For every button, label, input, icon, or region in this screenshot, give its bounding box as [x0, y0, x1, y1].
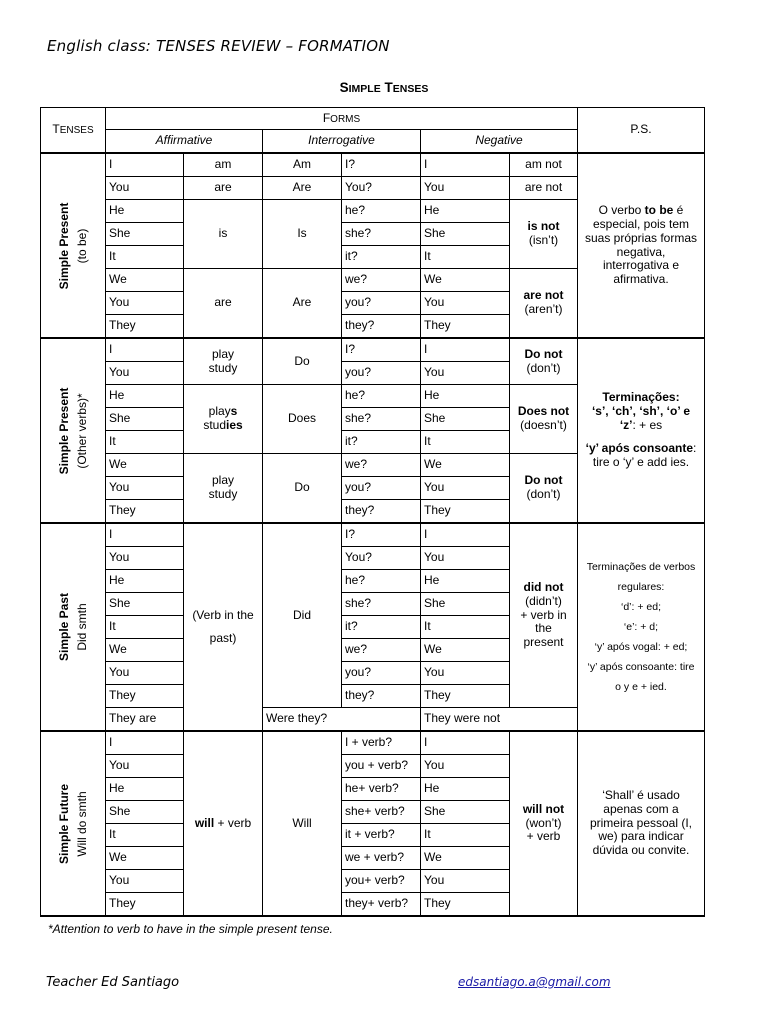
negative-contraction: (didn’t) — [525, 593, 562, 608]
tense-name: Simple Present — [57, 387, 71, 474]
affirmative-form: study — [208, 487, 238, 501]
interrogative-aux-cell: Did — [263, 523, 342, 708]
interrogative-subject-cell: he? — [342, 200, 421, 223]
affirmative-cell: am — [184, 153, 263, 177]
affirmative-cell: is — [184, 200, 263, 269]
interrogative-subject-cell: it? — [342, 616, 421, 639]
subject-cell: They — [106, 685, 184, 708]
negative-subject-cell: I — [421, 523, 510, 547]
ps-text: : — [693, 441, 697, 456]
negative-subject-cell: You — [421, 662, 510, 685]
interrogative-subject-cell: I + verb? — [342, 731, 421, 755]
negative-form: will not — [522, 801, 565, 816]
interrogative-subject-cell: she? — [342, 223, 421, 246]
negative-note: the — [535, 621, 552, 636]
interrogative-subject-cell: I? — [342, 523, 421, 547]
negative-form: did not — [523, 580, 564, 594]
negative-subject-cell: It — [421, 246, 510, 269]
interrogative-subject-cell: they+ verb? — [342, 893, 421, 917]
affirmative-cell — [184, 385, 263, 454]
interrogative-extra-cell: Were they? — [263, 708, 421, 732]
subject-cell: You — [106, 477, 184, 500]
negative-subject-cell: They — [421, 500, 510, 524]
footnote: *Attention to verb to have in the simple present tense. — [48, 922, 333, 936]
negative-subject-cell: We — [421, 269, 510, 292]
interrogative-aux-cell: Do — [263, 338, 342, 385]
subject-cell: I — [106, 153, 184, 177]
subject-cell: She — [106, 801, 184, 824]
interrogative-subject-cell: I? — [342, 153, 421, 177]
negative-contraction: (don’t) — [526, 360, 561, 375]
subject-cell: It — [106, 431, 184, 454]
negative-cell: am not — [510, 153, 578, 177]
subject-cell: We — [106, 454, 184, 477]
negative-subject-cell: They — [421, 315, 510, 339]
affirmative-header: Affirmative — [106, 130, 263, 154]
ps-text: é especial, pois tem suas próprias formas negativa, interrogativa e afirmativa. — [584, 203, 698, 287]
tense-name: Simple Present — [57, 202, 71, 289]
negative-form: is not — [527, 219, 560, 234]
negative-subject-cell: It — [421, 616, 510, 639]
negative-form: Do not — [524, 346, 563, 361]
ps-bold-text: to be — [644, 203, 674, 218]
negative-subject-cell: They — [421, 685, 510, 708]
subject-cell: He — [106, 570, 184, 593]
subject-cell: He — [106, 778, 184, 801]
interrogative-subject-cell: You? — [342, 177, 421, 200]
subject-cell: You — [106, 177, 184, 200]
affirmative-ending: s — [230, 404, 238, 419]
tense-label-present-be — [41, 153, 106, 338]
subject-cell: I — [106, 338, 184, 362]
subject-cell: They — [106, 315, 184, 339]
interrogative-subject-cell: we? — [342, 454, 421, 477]
interrogative-aux-cell: Is — [263, 200, 342, 269]
interrogative-subject-cell: it + verb? — [342, 824, 421, 847]
affirmative-form: play — [211, 473, 234, 488]
forms-header-rest: ORMS — [330, 113, 361, 125]
negative-subject-cell: She — [421, 593, 510, 616]
tense-subtitle: Did smth — [75, 603, 89, 651]
subject-cell: We — [106, 847, 184, 870]
negative-contraction: (isn’t) — [528, 233, 559, 247]
negative-subject-cell: You — [421, 362, 510, 385]
interrogative-subject-cell: we? — [342, 639, 421, 662]
document-header: English class: TENSES REVIEW – FORMATION — [47, 37, 390, 55]
subject-cell: I — [106, 731, 184, 755]
interrogative-aux-cell: Does — [263, 385, 342, 454]
subject-cell: We — [106, 269, 184, 292]
tense-label-future — [41, 731, 106, 916]
negative-subject-cell: We — [421, 639, 510, 662]
tenses-header-initial: T — [52, 122, 60, 137]
interrogative-subject-cell: they? — [342, 685, 421, 708]
title-initial-1: S — [339, 80, 349, 95]
negative-subject-cell: You — [421, 292, 510, 315]
interrogative-subject-cell: you? — [342, 362, 421, 385]
page-title — [0, 80, 768, 95]
subject-cell: They are — [106, 708, 184, 732]
interrogative-aux-cell: Will — [263, 731, 342, 916]
interrogative-subject-cell: it? — [342, 246, 421, 269]
interrogative-subject-cell: you+ verb? — [342, 870, 421, 893]
interrogative-subject-cell: you + verb? — [342, 755, 421, 778]
negative-form: are not — [523, 288, 564, 303]
ps-bold-text: ‘y’ após consoante — [585, 441, 694, 456]
subject-cell: She — [106, 593, 184, 616]
ps-header: P.S. — [578, 108, 705, 154]
negative-note: + verb in — [520, 607, 567, 622]
affirmative-stem: stud — [203, 418, 226, 432]
negative-subject-cell: You — [421, 755, 510, 778]
ps-text: : + es — [632, 417, 663, 432]
subject-cell: He — [106, 200, 184, 223]
negative-subject-cell: He — [421, 778, 510, 801]
interrogative-subject-cell: we? — [342, 269, 421, 292]
negative-subject-cell: I — [421, 731, 510, 755]
teacher-signature: Teacher Ed Santiago — [46, 975, 180, 990]
ps-text: O verbo — [598, 203, 645, 218]
negative-subject-cell: They — [421, 893, 510, 917]
affirmative-rest: + verb — [214, 815, 252, 830]
ps-text: Terminações de verbos — [586, 561, 696, 573]
negative-subject-cell: You — [421, 547, 510, 570]
subject-cell: She — [106, 408, 184, 431]
subject-cell: It — [106, 246, 184, 269]
tense-label-past — [41, 523, 106, 731]
interrogative-aux-cell: Do — [263, 454, 342, 524]
negative-form: Do not — [524, 473, 563, 488]
title-initial-2: T — [384, 80, 393, 95]
interrogative-subject-cell: we + verb? — [342, 847, 421, 870]
ps-future: ‘Shall’ é usado apenas com a primeira pessoal (I, we) para indicar dúvida ou convite. — [578, 731, 705, 916]
negative-subject-cell: I — [421, 153, 510, 177]
negative-cell — [510, 523, 578, 708]
negative-subject-cell: It — [421, 824, 510, 847]
negative-cell: are not — [510, 177, 578, 200]
affirmative-cell — [184, 731, 263, 916]
subject-cell: You — [106, 662, 184, 685]
ps-text: tire o ‘y’ e add ies. — [592, 455, 690, 470]
negative-extra-cell: They were not — [421, 708, 578, 732]
subject-cell: It — [106, 616, 184, 639]
negative-cell — [510, 385, 578, 454]
title-rest-2: ENSES — [392, 83, 429, 95]
tenses-header-rest: ENSES — [59, 125, 94, 137]
interrogative-aux-cell: Are — [263, 269, 342, 339]
ps-text: Terminações: — [602, 390, 680, 404]
tense-subtitle: (Other verbs)* — [75, 392, 89, 469]
affirmative-cell: are — [184, 177, 263, 200]
ps-present-other — [578, 338, 705, 523]
negative-subject-cell: We — [421, 847, 510, 870]
subject-cell: You — [106, 292, 184, 315]
affirmative-cell: are — [184, 269, 263, 339]
ps-bold-text: ‘z’ — [619, 417, 633, 432]
interrogative-subject-cell: he? — [342, 385, 421, 408]
subject-cell: I — [106, 523, 184, 547]
negative-subject-cell: She — [421, 801, 510, 824]
affirmative-form: play — [211, 346, 234, 361]
negative-subject-cell: You — [421, 477, 510, 500]
interrogative-aux-cell: Are — [263, 177, 342, 200]
subject-cell: You — [106, 547, 184, 570]
interrogative-subject-cell: I? — [342, 338, 421, 362]
negative-subject-cell: I — [421, 338, 510, 362]
affirmative-cell — [184, 454, 263, 524]
tenses-table — [40, 107, 705, 917]
negative-contraction: (don’t) — [526, 487, 561, 501]
forms-header — [106, 108, 578, 130]
negative-cell — [510, 454, 578, 524]
interrogative-subject-cell: You? — [342, 547, 421, 570]
subject-cell: They — [106, 893, 184, 917]
tenses-header — [41, 108, 106, 154]
email-link[interactable]: edsantiago.a@gmail.com — [458, 975, 611, 989]
negative-subject-cell: He — [421, 200, 510, 223]
negative-subject-cell: It — [421, 431, 510, 454]
ps-present-be — [578, 153, 705, 338]
forms-header-initial: F — [322, 110, 331, 125]
interrogative-subject-cell: she? — [342, 408, 421, 431]
negative-form: Does not — [517, 404, 570, 419]
ps-text: regulares: — [617, 581, 665, 593]
negative-contraction: (aren’t) — [524, 302, 563, 316]
tense-label-present-other — [41, 338, 106, 523]
negative-contraction: (doesn’t) — [520, 418, 567, 432]
subject-cell: You — [106, 870, 184, 893]
interrogative-header: Interrogative — [263, 130, 421, 154]
interrogative-subject-cell: he+ verb? — [342, 778, 421, 801]
interrogative-subject-cell: it? — [342, 431, 421, 454]
interrogative-subject-cell: she? — [342, 593, 421, 616]
subject-cell: You — [106, 755, 184, 778]
negative-subject-cell: You — [421, 870, 510, 893]
ps-text: ‘y’ após consoante: tire — [587, 661, 695, 673]
negative-subject-cell: She — [421, 408, 510, 431]
tense-name: Simple Past — [57, 592, 71, 662]
title-rest-1: IMPLE — [348, 83, 381, 95]
subject-cell: You — [106, 362, 184, 385]
affirmative-cell: (Verb in the past) — [184, 523, 263, 731]
negative-note: + verb — [526, 829, 561, 844]
subject-cell: It — [106, 824, 184, 847]
affirmative-cell — [184, 338, 263, 385]
tense-subtitle: Will do smth — [75, 790, 89, 857]
negative-cell — [510, 269, 578, 339]
negative-subject-cell: She — [421, 223, 510, 246]
negative-note: present — [523, 635, 564, 650]
subject-cell: We — [106, 639, 184, 662]
subject-cell: She — [106, 223, 184, 246]
negative-cell — [510, 200, 578, 269]
negative-cell — [510, 731, 578, 916]
interrogative-subject-cell: she+ verb? — [342, 801, 421, 824]
subject-cell: He — [106, 385, 184, 408]
affirmative-aux: will — [194, 815, 215, 830]
interrogative-subject-cell: they? — [342, 315, 421, 339]
ps-text: ‘d’: + ed; — [621, 601, 661, 613]
negative-header: Negative — [421, 130, 578, 154]
affirmative-form: study — [208, 360, 238, 375]
negative-subject-cell: We — [421, 454, 510, 477]
tense-name: Simple Future — [57, 783, 71, 864]
interrogative-aux-cell: Am — [263, 153, 342, 177]
affirmative-stem: play — [208, 404, 231, 419]
interrogative-subject-cell: you? — [342, 662, 421, 685]
negative-contraction: (won’t) — [525, 815, 562, 830]
negative-subject-cell: You — [421, 177, 510, 200]
negative-subject-cell: He — [421, 570, 510, 593]
ps-past — [578, 523, 705, 731]
ps-text: ‘e’: + d; — [623, 621, 659, 633]
ps-text: ‘s’, ‘ch’, ‘sh’, ‘o’ e — [591, 403, 691, 418]
interrogative-subject-cell: you? — [342, 477, 421, 500]
negative-cell — [510, 338, 578, 385]
interrogative-subject-cell: he? — [342, 570, 421, 593]
negative-subject-cell: He — [421, 385, 510, 408]
affirmative-ending: ies — [226, 418, 243, 432]
subject-cell: They — [106, 500, 184, 524]
tense-subtitle: (to be) — [75, 228, 89, 263]
interrogative-subject-cell: you? — [342, 292, 421, 315]
ps-text: o y e + ied. — [615, 681, 667, 693]
ps-text: ‘y’ após vogal: + ed; — [594, 641, 688, 653]
interrogative-subject-cell: they? — [342, 500, 421, 524]
